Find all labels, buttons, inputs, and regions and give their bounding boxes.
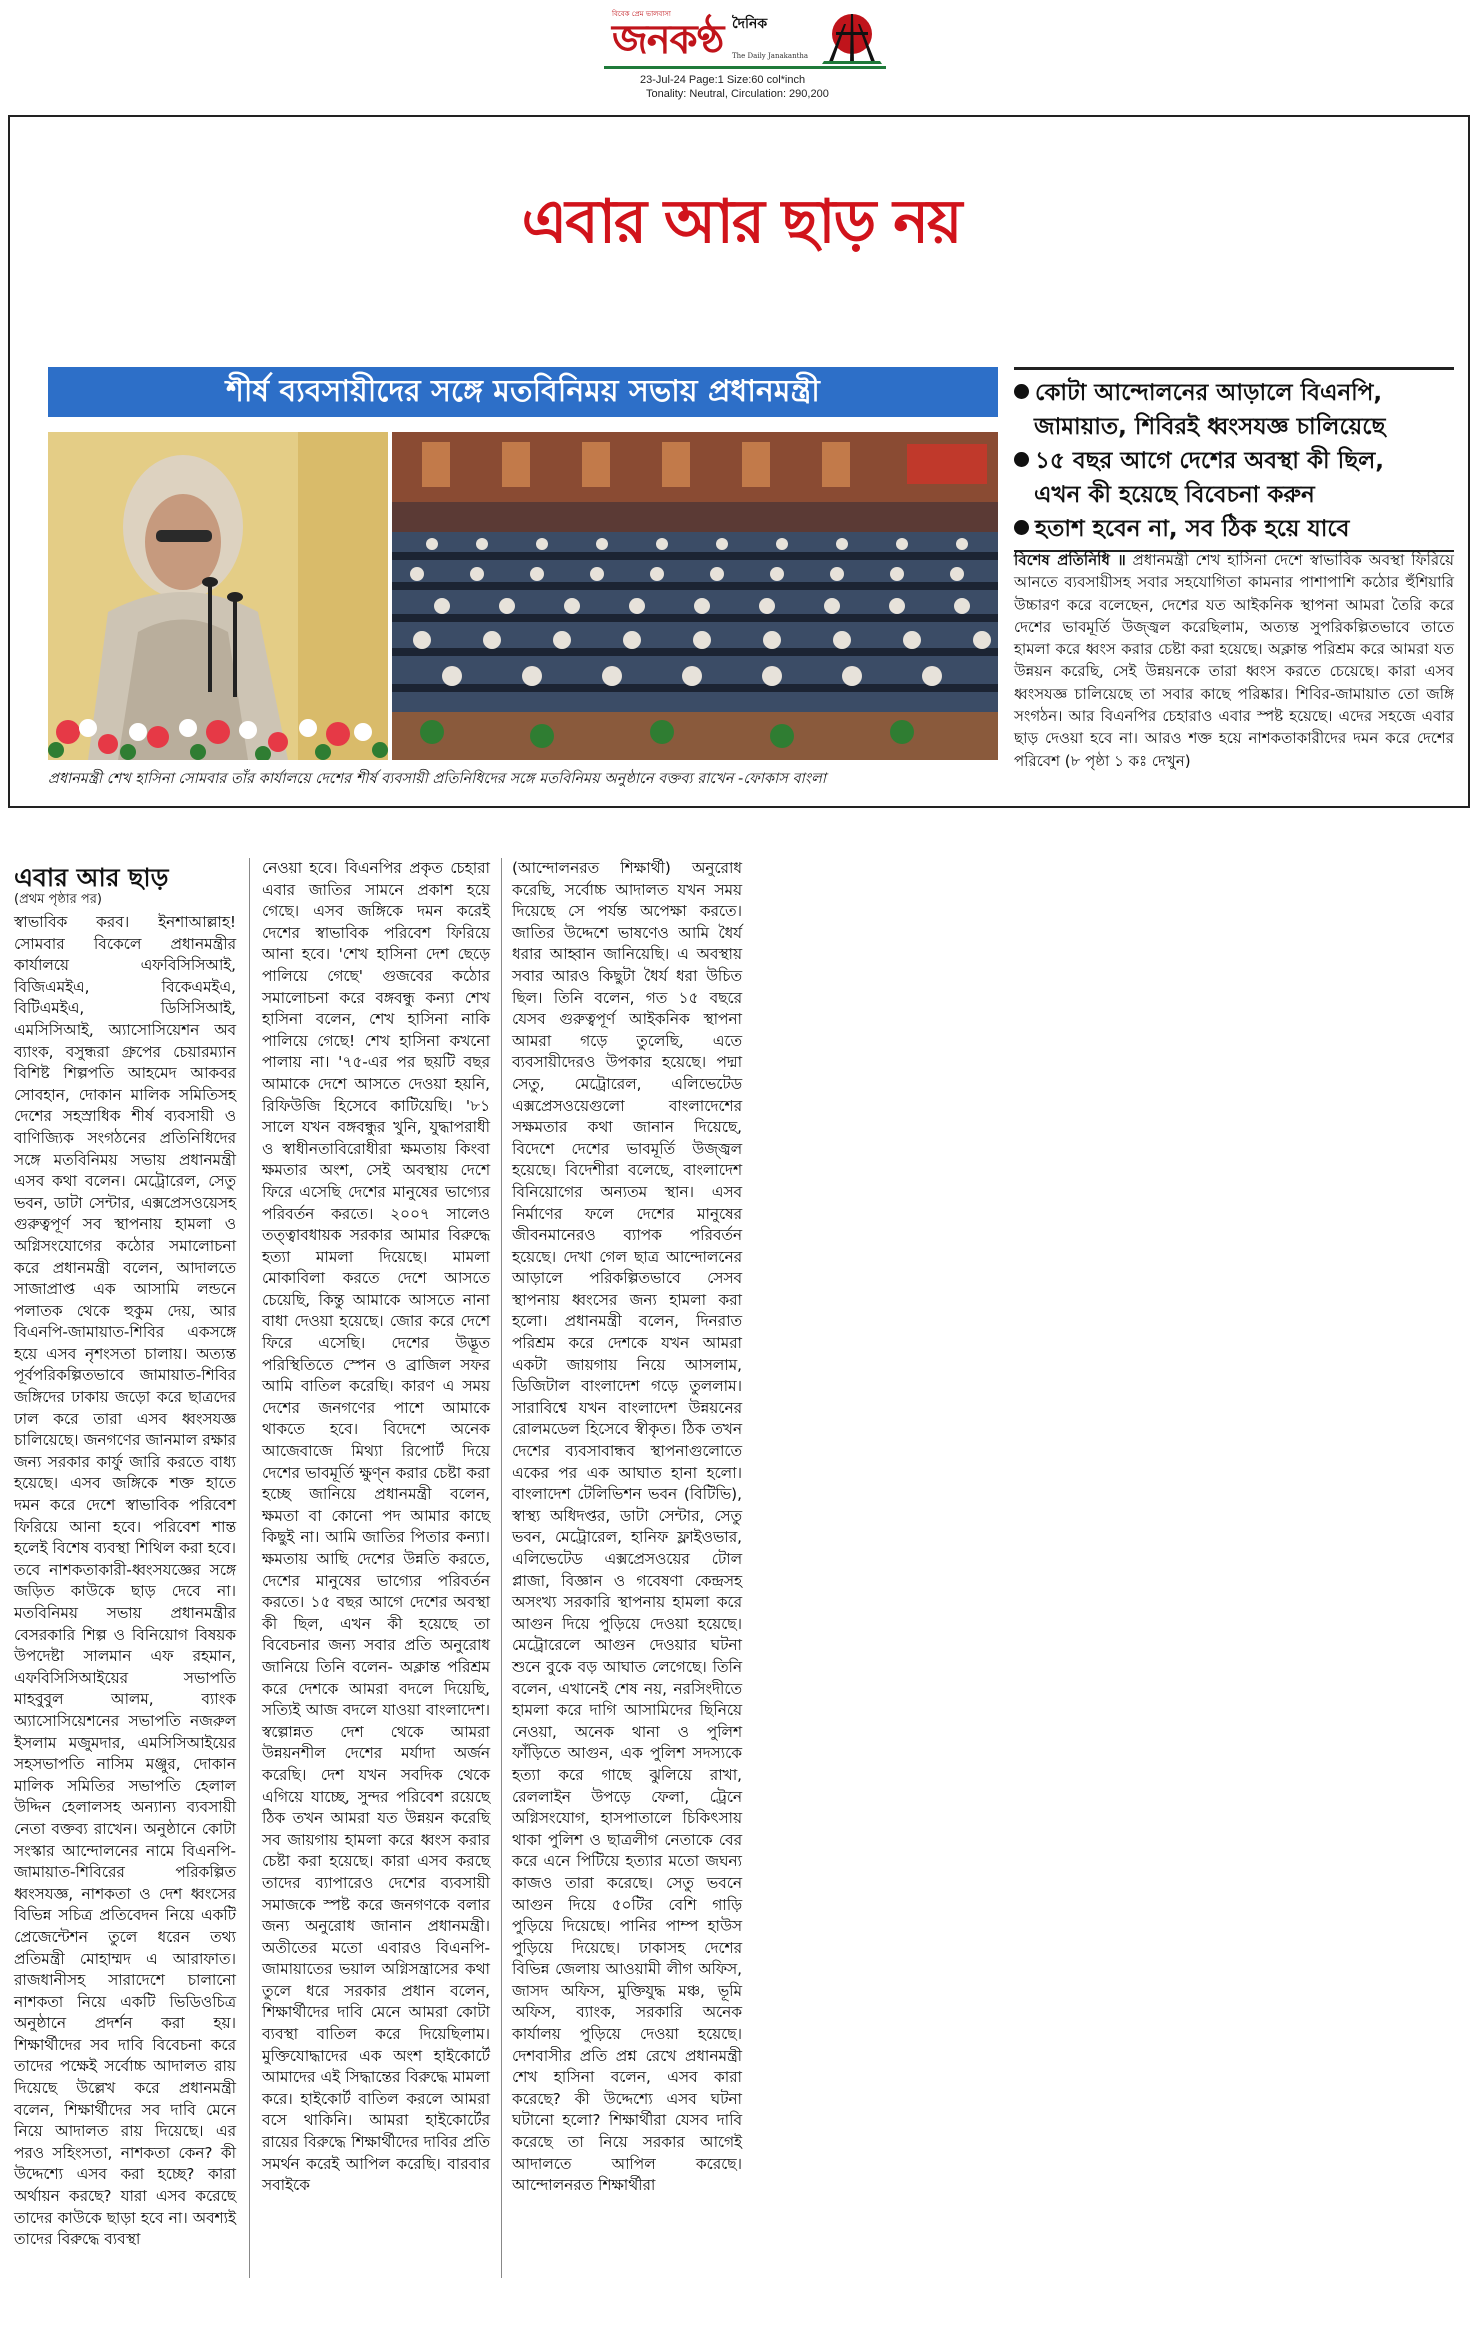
masthead xyxy=(600,4,890,99)
photo-caption: প্রধানমন্ত্রী শেখ হাসিনা সোমবার তাঁর কার্যালয়ে দেশের শীর্ষ ব্যবসায়ী প্রতিনিধিদের সঙ্গে মতবিনিময় অনুষ্ঠানে বক্তব্য রাখেন -ফোকাস বাংলা xyxy=(48,771,826,787)
shaheed-minar-logo-icon xyxy=(818,6,886,66)
column-divider xyxy=(249,858,250,2278)
bullet-text: কোটা আন্দোলনের আড়ালে বিএনপি, xyxy=(1035,380,1383,406)
article-column-3: (আন্দোলনরত শিক্ষার্থী) অনুরোধ করেছি, সর্বোচ্চ আদালত যখন সময় দিয়েছে সে পর্যন্ত অপেক্ষা করতে। জাতির উদ্দেশে ভাষণেও আমি ধৈর্য ধরার আহ্বান জানিয়েছি। এ অবস্থায় সবার আরও কিছুটা ধৈর্য ধরা উচিত ছিল। তিনি বলেন, গত ১৫ বছরে যেসব গুরুত্বপূর্ণ আইকনিক স্থাপনা আমরা গড়ে তুলেছি, এতে ব্যবসায়ীদেরও উপকার হয়েছে। পদ্মা সেতু, মেট্রোরেল, এলিভেটেড এক্সপ্রেসওয়েগুলো বাংলাদেশের সক্ষমতার কথা জানান দিয়েছে, বিদেশে দেশের ভাবমূর্তি উজ্জ্বল হয়েছে। বিদেশীরা বলেছে, বাংলাদেশ বিনিয়োগের অন্যতম স্থান। এসব নির্মাণের ফলে দেশের মানুষের জীবনমানেরও ব্যাপক পরিবর্তন হয়েছে। দেখা গেল ছাত্র আন্দোলনের আড়ালে পরিকল্পিতভাবে সেসব স্থাপনায় ধ্বংসের জন্য হামলা করা হলো। প্রধানমন্ত্রী বলেন, দিনরাত পরিশ্রম করে দেশকে যখন আমরা একটা জায়গায় নিয়ে আসলাম, ডিজিটাল বাংলাদেশ গড়ে তুললাম। সারাবিশ্বে যখন বাংলাদেশ উন্নয়নের রোলমডেল হিসেবে স্বীকৃত। ঠিক তখন দেশের ব্যবসাবান্ধব স্থাপনাগুলোতে একের পর এক আঘাত হানা হলো। বাংলাদেশ টেলিভিশন ভবন (বিটিভি), স্বাস্থ্য অধিদপ্তর, ডাটা সেন্টার, সেতু ভবন, মেট্রোরেল, হানিফ ফ্লাইওভার, এলিভেটেড এক্সপ্রেসওয়ের টোল প্লাজা, বিজ্ঞান ও গবেষণা কেন্দ্রসহ অসংখ্য সরকারি স্থাপনায় হামলা করে আগুন দিয়ে পুড়িয়ে দেওয়া হয়েছে। মেট্রোরেলে আগুন দেওয়ার ঘটনা শুনে বুকে বড় আঘাত লেগেছে। তিনি বলেন, এখানেই শেষ নয়, নরসিংদীতে হামলা করে দাগি আসামিদের ছিনিয়ে নেওয়া, অনেক থানা ও পুলিশ ফাঁড়িতে আগুন, এক পুলিশ সদস্যকে হত্যা করে গাছে ঝুলিয়ে রাখা, রেললাইন উপড়ে ফেলা, ট্রেনে অগ্নিসংযোগ, হাসপাতালে চিকিৎসায় থাকা পুলিশ ও ছাত্রলীগ নেতাকে বের করে এনে পিটিয়ে হত্যার মতো জঘন্য কাজও তারা করেছে। সেতু ভবনে আগুন দিয়ে ৫০টির বেশি গাড়ি পুড়িয়ে দিয়েছে। পানির পাম্প হাউস পুড়িয়ে দিয়েছে। ঢাকাসহ দেশের বিভিন্ন জেলায় আওয়ামী লীগ অফিস, জাসদ অফিস, মুক্তিযুদ্ধ মঞ্চ, ভূমি অফিস, ব্যাংক, সরকারি অনেক কার্যালয় পুড়িয়ে দেওয়া হয়েছে। দেশবাসীর প্রতি প্রশ্ন রেখে প্রধানমন্ত্রী শেখ হাসিনা বলেন, এসব কারা করেছে? কী উদ্দেশ্যে এসব ঘটনা ঘটানো হলো? শিক্ষার্থীরা যেসব দাবি করেছে তা নিয়ে সরকার আগেই আদালতে আপিল করেছে। আন্দোলনরত শিক্ষার্থীরা xyxy=(512,859,742,2195)
bullet-item-continuation: এখন কী হয়েছে বিবেচনা করুন xyxy=(1034,482,1315,508)
highlight-bullets xyxy=(1014,367,1454,552)
kicker-banner: শীর্ষ ব্যবসায়ীদের সঙ্গে মতবিনিময় সভায় প্রধানমন্ত্রী xyxy=(48,367,998,417)
lead-paragraph xyxy=(1014,549,1454,772)
bullet-dot-icon xyxy=(1014,520,1029,535)
masthead-rule xyxy=(604,66,886,69)
masthead-english-name: The Daily Janakantha xyxy=(732,52,809,60)
bullet-text: হতাশ হবেন না, সব ঠিক হয়ে যাবে xyxy=(1035,516,1350,542)
masthead-daily: দৈনিক xyxy=(732,16,768,32)
bullet-item xyxy=(1014,512,1454,546)
byline: বিশেষ প্রতিনিধি ॥ xyxy=(1014,551,1126,569)
bullet-item xyxy=(1014,376,1454,410)
bullet-item xyxy=(1014,444,1454,478)
bullet-item-continuation: জামায়াত, শিবিরই ধ্বংসযজ্ঞ চালিয়েছে xyxy=(1034,414,1386,440)
prime-minister-photo xyxy=(48,432,388,760)
bullet-dot-icon xyxy=(1014,384,1029,399)
audience-illustration xyxy=(392,432,998,760)
article-column-2: নেওয়া হবে। বিএনপির প্রকৃত চেহারা এবার জাতির সামনে প্রকাশ হয়ে গেছে। এসব জঙ্গিকে দমন করেই দেশের স্বাভাবিক পরিবেশ ফিরিয়ে আনা হবে। 'শেখ হাসিনা দেশ ছেড়ে পালিয়ে গেছে' গুজবের কঠোর সমালোচনা করে বঙ্গবন্ধু কন্যা শেখ হাসিনা বলেন, শেখ হাসিনা নাকি পালিয়ে গেছে! শেখ হাসিনা কখনো পালায় না। '৭৫-এর পর ছয়টি বছর আমাকে দেশে আসতে দেওয়া হয়নি, রিফিউজি হিসেবে কাটিয়েছি। '৮১ সালে যখন বঙ্গবন্ধুর খুনি, যুদ্ধাপরাধী ও স্বাধীনতাবিরোধীরা ক্ষমতায় কিংবা ক্ষমতার অংশ, সেই অবস্থায় দেশে ফিরে এসেছি দেশের মানুষের ভাগ্যের পরিবর্তন করতে। ২০০৭ সালেও তত্ত্বাবধায়ক সরকার আমার বিরুদ্ধে হত্যা মামলা দিয়েছে। মামলা মোকাবিলা করতে দেশে আসতে চেয়েছি, কিন্তু আমাকে আসতে নানা বাধা দেওয়া হয়েছে। জোর করে দেশে ফিরে এসেছি। দেশের উদ্ভূত পরিস্থিতিতে স্পেন ও ব্রাজিল সফর আমি বাতিল করেছি। কারণ এ সময় দেশের জনগণের পাশে আমাকে থাকতে হবে। বিদেশে অনেক আজেবাজে মিথ্যা রিপোর্ট দিয়ে দেশের ভাবমূর্তি ক্ষুণ্ন করার চেষ্টা করা হচ্ছে জানিয়ে প্রধানমন্ত্রী বলেন, ক্ষমতা বা কোনো পদ আমার কাছে কিছুই না। আমি জাতির পিতার কন্যা। ক্ষমতায় আছি দেশের উন্নতি করতে, দেশের মানুষের ভাগ্যের পরিবর্তন করতে। ১৫ বছর আগে দেশের অবস্থা কী ছিল, এখন কী হয়েছে তা বিবেচনার জন্য সবার প্রতি অনুরোধ জানিয়ে তিনি বলেন- অক্লান্ত পরিশ্রম করে দেশকে আমরা বদলে দিয়েছি, সত্যিই আজ বদলে যাওয়া বাংলাদেশ। স্বল্পোন্নত দেশ থেকে আমরা উন্নয়নশীল দেশের মর্যাদা অর্জন করেছি। দেশ যখন সবদিক থেকে এগিয়ে যাচ্ছে, সুন্দর পরিবেশ রয়েছে ঠিক তখন আমরা যত উন্নয়ন করেছি সব জায়গায় হামলা করে ধ্বংস করার চেষ্টা করা হয়েছে। কারা এসব করছে তাদের ব্যাপারেও দেশের ব্যবসায়ী সমাজকে স্পষ্ট করে জনগণকে বলার জন্য অনুরোধ জানান প্রধানমন্ত্রী। অতীতের মতো এবারও বিএনপি-জামায়াতের ভয়াল অগ্নিসন্ত্রাসের কথা তুলে ধরে সরকার প্রধান বলেন, শিক্ষার্থীদের দাবি মেনে আমরা কোটা ব্যবস্থা বাতিল করে দিয়েছিলাম। মুক্তিযোদ্ধাদের এক অংশ হাইকোর্টে আমাদের এই সিদ্ধান্তের বিরুদ্ধে মামলা করে। হাইকোর্ট বাতিল করলে আমরা বসে থাকিনি। আমরা হাইকোর্টের রায়ের বিরুদ্ধে শিক্ষার্থীদের দাবির প্রতি সমর্থন করেই আপিল করেছি। বারবার সবাইকে xyxy=(262,859,490,2195)
meeting-hall-photo xyxy=(392,432,998,760)
article-column-1: স্বাভাবিক করব। ইনশাআল্লাহ! সোমবার বিকেলে প্রধানমন্ত্রীর কার্যালয়ে এফবিসিসিআই, বিজিএমইএ, বিকেএমইএ, বিটিএমইএ, ডিসিসিআই, এমসিসিআই, অ্যাসোসিয়েশন অব ব্যাংক, বসুন্ধরা গ্রুপের চেয়ারম্যান বিশিষ্ট শিল্পপতি আহমেদ আকবর সোবহান, দোকান মালিক সমিতিসহ দেশের সহস্রাধিক শীর্ষ ব্যবসায়ী ও বাণিজ্যিক সংগঠনের প্রতিনিধিদের সঙ্গে মতবিনিময় সভায় প্রধানমন্ত্রী এসব কথা বলেন। মেট্রোরেল, সেতু ভবন, ডাটা সেন্টার, এক্সপ্রেসওয়েসহ গুরুত্বপূর্ণ সব স্থাপনায় হামলা ও অগ্নিসংযোগের কঠোর সমালোচনা করে প্রধানমন্ত্রী বলেন, আদালতে সাজাপ্রাপ্ত এক আসামি লন্ডনে পলাতক থেকে হুকুম দেয়, আর বিএনপি-জামায়াত-শিবির একসঙ্গে হয়ে এসব নৃশংসতা চালায়। অত্যন্ত পূর্বপরিকল্পিতভাবে জামায়াত-শিবির জঙ্গিদের ঢাকায় জড়ো করে ছাত্রদের ঢাল করে তারা এসব ধ্বংসযজ্ঞ চালিয়েছে। জনগণের জানমাল রক্ষার জন্য সরকার কার্ফু জারি করতে বাধ্য হয়েছে। এসব জঙ্গিকে শক্ত হাতে দমন করে দেশে স্বাভাবিক পরিবেশ ফিরিয়ে আনা হবে। পরিবেশ শান্ত হলেই বিশেষ ব্যবস্থা শিথিল করা হবে। তবে নাশকতাকারী-ধ্বংসযজ্ঞের সঙ্গে জড়িত কাউকে ছাড় দেবে না। মতবিনিময় সভায় প্রধানমন্ত্রীর বেসরকারি শিল্প ও বিনিয়োগ বিষয়ক উপদেষ্টা সালমান এফ রহমান, এফবিসিসিআইয়ের সভাপতি মাহবুবুল আলম, ব্যাংক অ্যাসোসিয়েশনের সভাপতি নজরুল ইসলাম মজুমদার, এমসিসিআইয়ের সহসভাপতি নাসিম মঞ্জুর, দোকান মালিক সমিতির সভাপতি হেলাল উদ্দিন হেলালসহ অন্যান্য ব্যবসায়ী নেতা বক্তব্য রাখেন। অনুষ্ঠানে কোটা সংস্কার আন্দোলনের নামে বিএনপি-জামায়াত-শিবিরের পরিকল্পিত ধ্বংসযজ্ঞ, নাশকতা ও দেশ ধ্বংসের বিভিন্ন সচিত্র প্রতিবেদন নিয়ে একটি প্রেজেন্টেশন তুলে ধরেন তথ্য প্রতিমন্ত্রী মোহাম্মদ এ আরাফাত। রাজধানীসহ সারাদেশে চালানো নাশকতা নিয়ে একটি ভিডিওচিত্র অনুষ্ঠানে প্রদর্শন করা হয়। শিক্ষার্থীদের সব দাবি বিবেচনা করে তাদের পক্ষেই সর্বোচ্চ আদালত রায় দিয়েছে উল্লেখ করে প্রধানমন্ত্রী বলেন, শিক্ষার্থীদের সব দাবি মেনে নিয়ে আদালত রায় দিয়েছে। এর পরও সহিংসতা, নাশকতা কেন? কী উদ্দেশ্যে এসব করা হচ্ছে? কারা অর্থায়ন করছে? যারা এসব করেছে তাদের কাউকে ছাড়া হবে না। অবশ্যই তাদের বিরুদ্ধে ব্যবস্থা xyxy=(14,913,236,2249)
bullet-dot-icon xyxy=(1014,452,1029,467)
continuation-note: (প্রথম পৃষ্ঠার পর) xyxy=(14,892,102,907)
lead-text: প্রধানমন্ত্রী শেখ হাসিনা দেশে স্বাভাবিক অবস্থা ফিরিয়ে আনতে ব্যবসায়ীসহ সবার সহযোগিতা কামনার পাশাপাশি কঠোর হুঁশিয়ারি উচ্চারণ করে বলেছেন, দেশের যত আইকনিক স্থাপনা আমরা তৈরি করে দেশের ভাবমূর্তি উজ্জ্বল করেছিলাম, অত্যন্ত সুপরিকল্পিতভাবে তাতে হামলা করে ধ্বংস করার চেষ্টা করা হয়েছে। অক্লান্ত পরিশ্রম করে আমরা যত উন্নয়ন করেছি, সেই উন্নয়নকে তারা ধ্বংস করতে চেয়েছে। কারা এসব ধ্বংসযজ্ঞ চালিয়েছে তা সবার কাছে পরিষ্কার। শিবির-জামায়াত তো জঙ্গি সংগঠন। আর বিএনপির চেহারাও এবার স্পষ্ট হয়েছে। এদের সহজে এবার ছাড় দেওয়া হবে না। আরও শক্ত হয়ে নাশকতাকারীদের দমন করে দেশের পরিবেশ (৮ পৃষ্ঠা ১ কঃ দেখুন) xyxy=(1014,551,1454,770)
speaker-illustration xyxy=(48,432,388,760)
newspaper-logo xyxy=(604,4,888,66)
column-divider xyxy=(501,858,502,2278)
masthead-tagline: বিবেক প্রেম ভালবাসা xyxy=(612,10,671,18)
clipping-meta-line1: 23-Jul-24 Page:1 Size:60 col*inch xyxy=(640,74,806,86)
continuation-title: এবার আর ছাড় xyxy=(14,863,169,892)
clipping-meta-line2: Tonality: Neutral, Circulation: 290,200 xyxy=(646,88,829,100)
masthead-name: জনকণ্ঠ xyxy=(612,16,724,63)
headline: এবার আর ছাড় নয় xyxy=(521,187,961,257)
bullet-text: ১৫ বছর আগে দেশের অবস্থা কী ছিল, xyxy=(1035,448,1385,474)
front-page-box xyxy=(8,115,1470,808)
